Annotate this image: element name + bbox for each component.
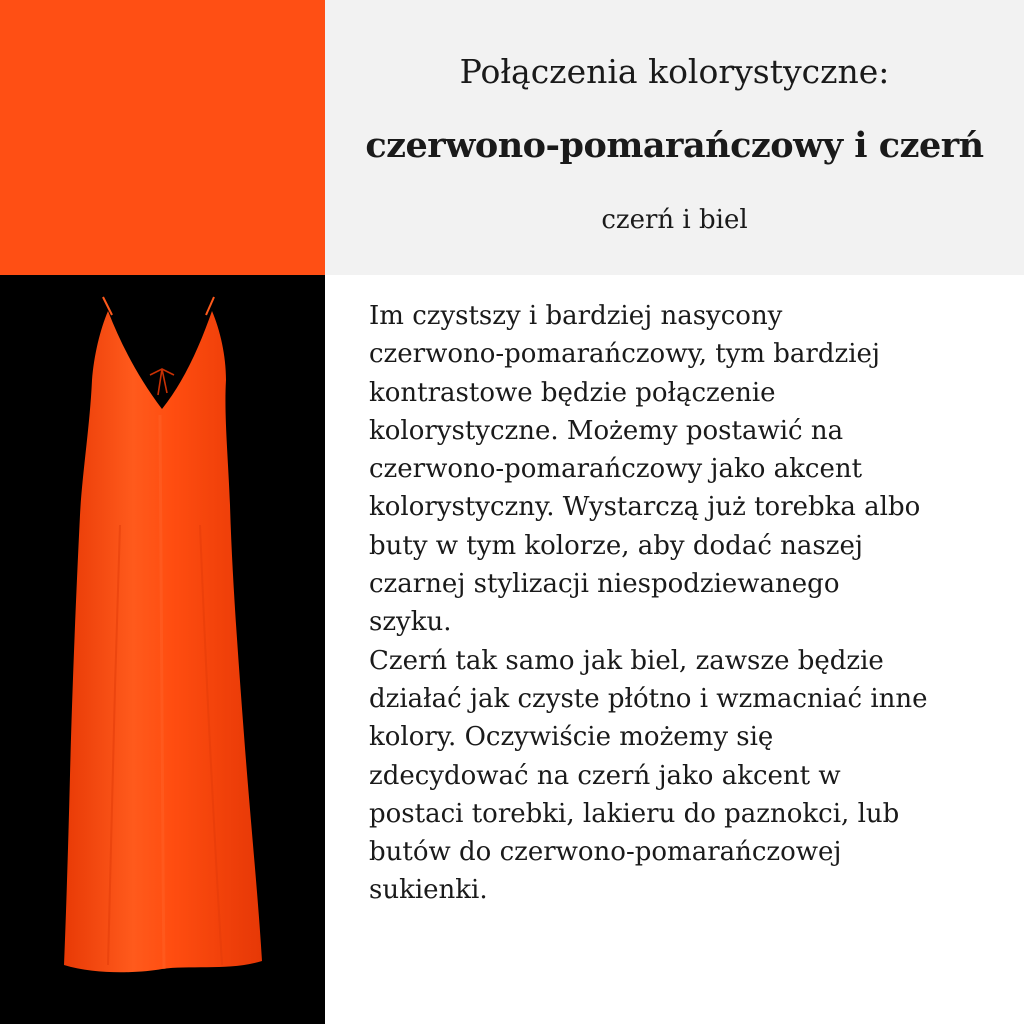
dress-photo-panel	[0, 275, 325, 1024]
dress-illustration	[0, 275, 325, 1024]
dress-strap-right	[206, 297, 214, 315]
color-swatch-orange	[0, 0, 325, 275]
header-title: Połączenia kolorystyczne:	[459, 52, 890, 91]
header-caption: czerń i biel	[601, 205, 748, 235]
neckline-tie	[150, 369, 174, 395]
header-subtitle: czerwono-pomarańczowy i czerń	[365, 125, 984, 166]
body-paragraph: Im czystszy i bardziej nasycony czerwono-pomarańczowy, tym bardziej kontrastowe będzie połączenie kolorystyczne. Możemy postawić na czerwono-pomarańczowy jako akcent kolorystyczny. Wystarczą już torebka albo buty w tym kolorze, aby dodać naszej czarnej stylizacji niespodziewanego szyku. Czerń tak samo jak biel, zawsze będzie działać jak czyste płótno i wzmacniać inne kolory. Oczywiście możemy się zdecydować na czerń jako akcent w postaci torebki, lakieru do paznokci, lub butów do czerwono-pomarańczowej sukienki.	[369, 301, 928, 906]
header-panel	[325, 0, 1024, 275]
